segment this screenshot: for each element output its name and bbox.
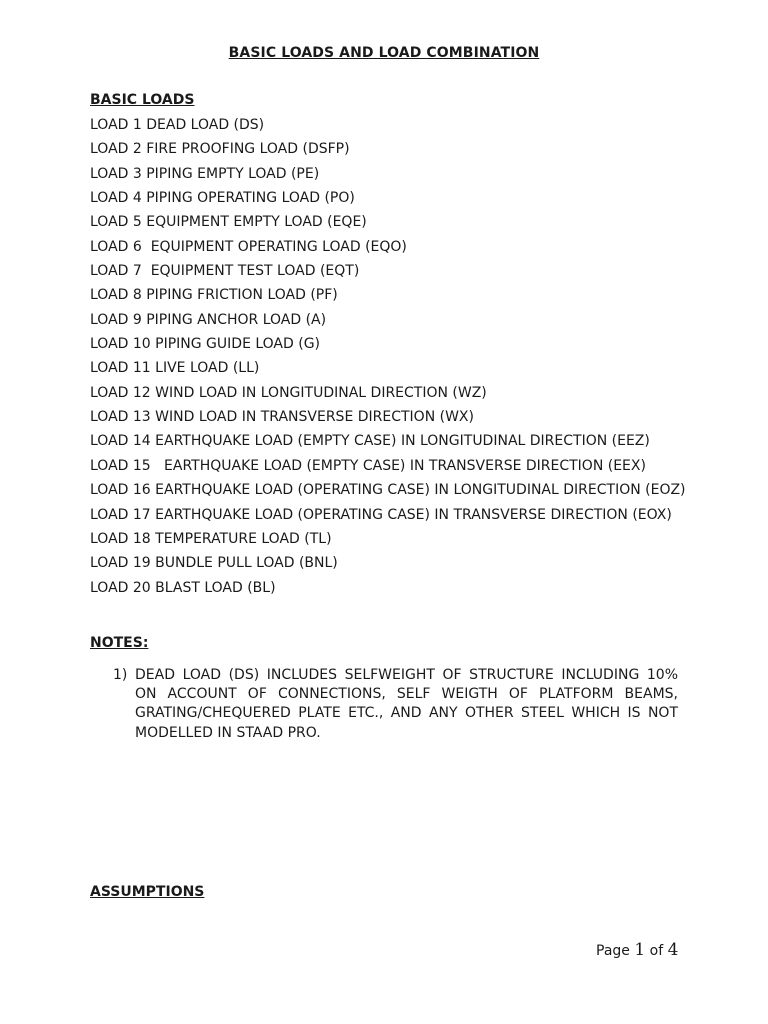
load-item: LOAD 6 EQUIPMENT OPERATING LOAD (EQO) [90,238,407,255]
load-item: LOAD 16 EARTHQUAKE LOAD (OPERATING CASE) IN LONGITUDINAL DIRECTION (EOZ) [90,482,686,499]
notes-heading: NOTES: [90,635,149,651]
load-item: LOAD 4 PIPING OPERATING LOAD (PO) [90,190,355,207]
load-item: LOAD 20 BLAST LOAD (BL) [90,579,276,596]
load-item: LOAD 1 DEAD LOAD (DS) [90,117,265,133]
note-number: 1) [113,667,128,683]
note-item [90,666,678,743]
load-item: LOAD 5 EQUIPMENT EMPTY LOAD (EQE) [90,214,367,231]
page-label: Page [596,943,630,959]
load-item: LOAD 15 EARTHQUAKE LOAD (EMPTY CASE) IN TRANSVERSE DIRECTION (EEX) [90,457,646,474]
load-item: LOAD 18 TEMPERATURE LOAD (TL) [90,530,332,547]
notes-list [90,666,678,743]
load-item: LOAD 11 LIVE LOAD (LL) [90,360,260,377]
load-item: LOAD 10 PIPING GUIDE LOAD (G) [90,336,321,353]
load-item: LOAD 14 EARTHQUAKE LOAD (EMPTY CASE) IN LONGITUDINAL DIRECTION (EEZ) [90,433,650,450]
load-item: LOAD 17 EARTHQUAKE LOAD (OPERATING CASE) IN TRANSVERSE DIRECTION (EOX) [90,506,672,523]
of-label: of [649,943,664,959]
load-item: LOAD 2 FIRE PROOFING LOAD (DSFP) [90,141,350,158]
basic-loads-list [90,116,686,603]
page-footer [596,940,678,960]
load-item: LOAD 19 BUNDLE PULL LOAD (BNL) [90,555,338,572]
assumptions-heading: ASSUMPTIONS [90,884,205,900]
current-page-number: 1 [634,940,646,960]
total-pages-number: 4 [667,940,679,960]
document-title: BASIC LOADS AND LOAD COMBINATION [228,45,540,61]
load-item: LOAD 8 PIPING FRICTION LOAD (PF) [90,287,338,304]
load-item: LOAD 12 WIND LOAD IN LONGITUDINAL DIRECTION (WZ) [90,384,487,401]
load-item: LOAD 9 PIPING ANCHOR LOAD (A) [90,311,327,328]
load-item: LOAD 3 PIPING EMPTY LOAD (PE) [90,165,320,182]
note-text: DEAD LOAD (DS) INCLUDES SELFWEIGHT OF STRUCTURE INCLUDING 10% ON ACCOUNT OF CONNECTIONS, SELF WEIGTH OF PLATFORM BEAMS, GRATING/CHEQUERED PLATE ETC., AND ANY OTHER STEEL WHICH IS NOT MODELLED IN STAAD PRO. [135,667,678,741]
load-item: LOAD 13 WIND LOAD IN TRANSVERSE DIRECTION (WX) [90,409,474,426]
load-item: LOAD 7 EQUIPMENT TEST LOAD (EQT) [90,263,360,280]
basic-loads-heading: BASIC LOADS [90,92,195,108]
